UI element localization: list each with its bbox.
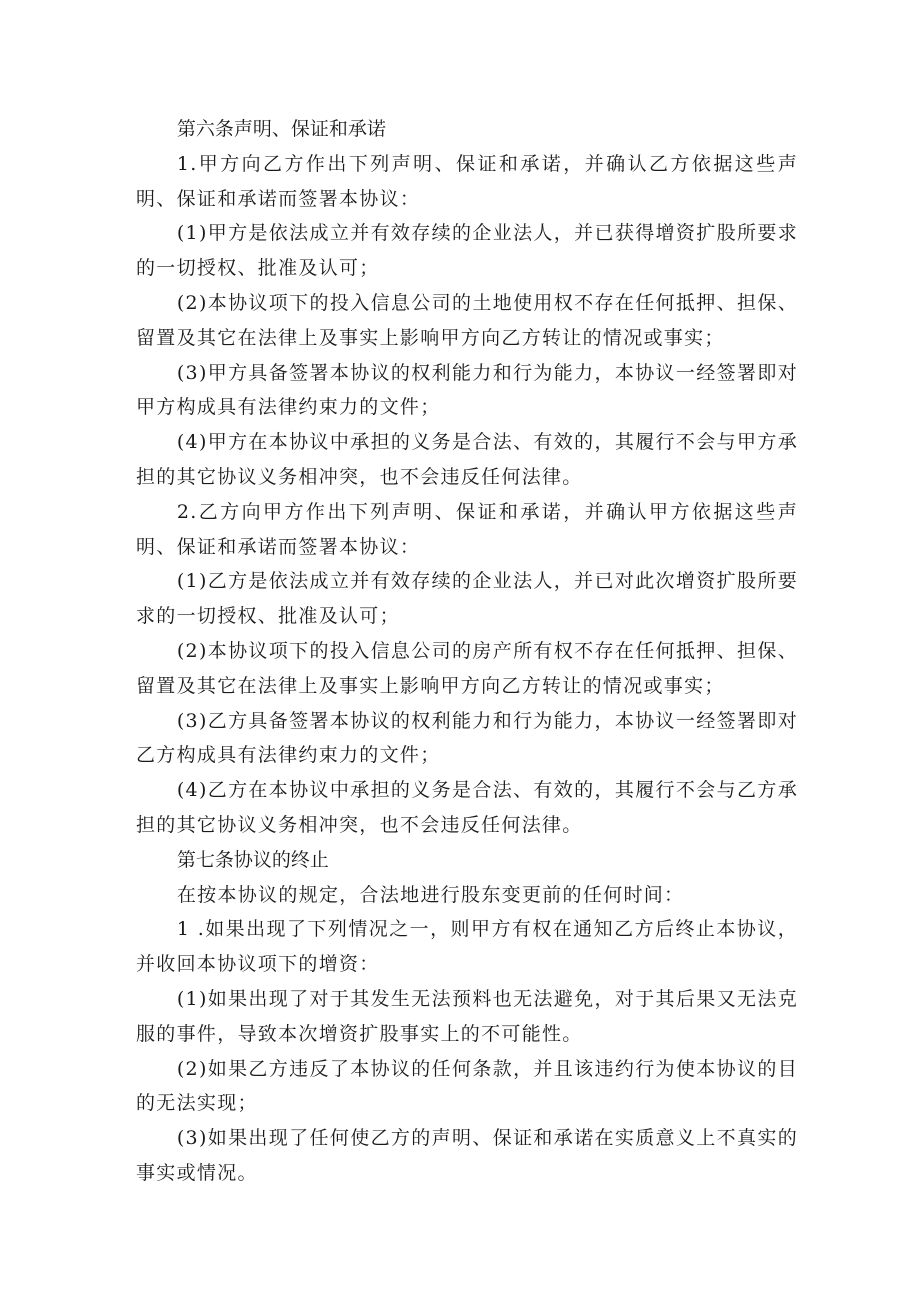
- clause-paragraph: (4)乙方在本协议中承担的义务是合法、有效的，其履行不会与乙方承担的其它协议义务相冲突，也不会违反任何法律。: [136, 779, 798, 836]
- clause-paragraph: (1)如果出现了对于其发生无法预料也无法避免，对于其后果又无法克服的事件，导致本次增资扩股事实上的不可能性。: [136, 987, 798, 1045]
- clause-paragraph: (3)如果出现了任何使乙方的声明、保证和承诺在实质意义上不真实的事实或情况。: [136, 1127, 798, 1184]
- clause-paragraph: (2)本协议项下的投入信息公司的房产所有权不存在任何抵押、担保、留置及其它在法律上及事实上影响甲方向乙方转让的情况或事实；: [136, 639, 798, 697]
- clause-paragraph: (2)如果乙方违反了本协议的任何条款，并且该违约行为使本协议的目的无法实现；: [136, 1057, 798, 1115]
- section-heading-article-7: 第七条协议的终止: [176, 848, 329, 871]
- clause-paragraph: (3)乙方具备签署本协议的权利能力和行为能力，本协议一经签署即对乙方构成具有法律约束力的文件；: [136, 709, 798, 767]
- clause-paragraph: (3)甲方具备签署本协议的权利能力和行为能力，本协议一经签署即对甲方构成具有法律约束力的文件；: [136, 361, 798, 419]
- clause-paragraph: (2)本协议项下的投入信息公司的土地使用权不存在任何抵押、担保、留置及其它在法律上及事实上影响甲方向乙方转让的情况或事实；: [136, 291, 798, 349]
- clause-paragraph: 2.乙方向甲方作出下列声明、保证和承诺，并确认甲方依据这些声明、保证和承诺而签署本协议：: [136, 500, 798, 558]
- section-heading-article-6: 第六条声明、保证和承诺: [176, 118, 386, 140]
- clause-paragraph: (1)甲方是依法成立并有效存续的企业法人，并已获得增资扩股所要求的一切授权、批准及认可；: [136, 222, 798, 280]
- clause-paragraph: (4)甲方在本协议中承担的义务是合法、有效的，其履行不会与甲方承担的其它协议义务相冲突，也不会违反任何法律。: [136, 431, 798, 488]
- clause-paragraph: 1 .如果出现了下列情况之一，则甲方有权在通知乙方后终止本协议，并收回本协议项下的增资：: [136, 918, 798, 976]
- clause-paragraph: (1)乙方是依法成立并有效存续的企业法人，并已对此次增资扩股所要求的一切授权、批准及认可；: [136, 570, 798, 628]
- clause-paragraph: 1.甲方向乙方作出下列声明、保证和承诺，并确认乙方依据这些声明、保证和承诺而签署本协议：: [136, 152, 798, 210]
- document-body: [136, 112, 798, 1191]
- clause-paragraph: 在按本协议的规定，合法地进行股东变更前的任何时间：: [176, 883, 685, 906]
